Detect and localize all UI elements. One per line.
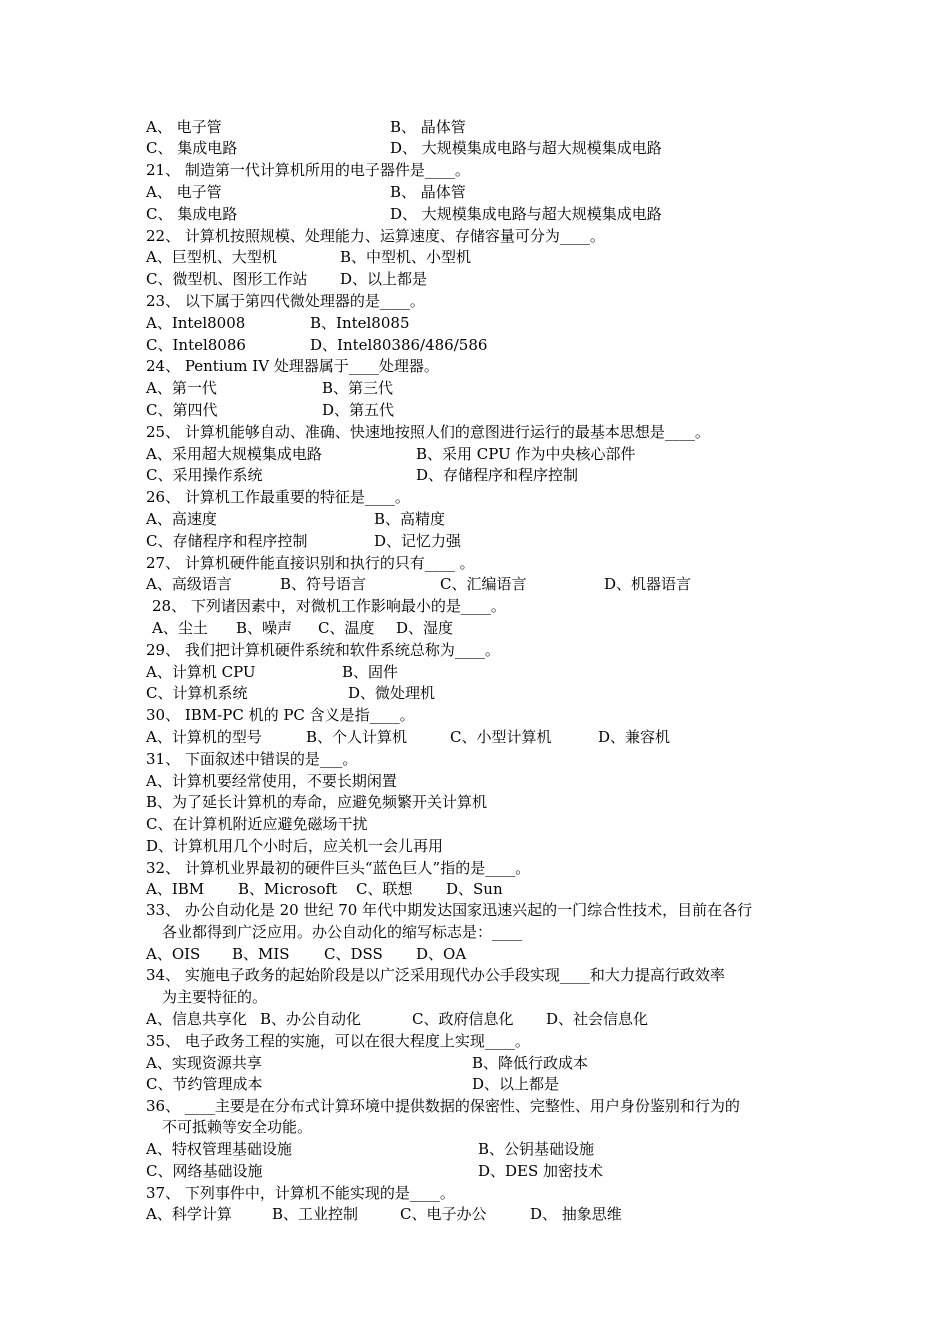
option-text: B、 晶体管 <box>390 118 466 136</box>
text-line <box>146 530 826 552</box>
text-segment: 26、 计算机工作最重要的特征是____。 <box>146 488 410 506</box>
option-text: A、第一代 <box>146 379 217 397</box>
option-text: D、Sun <box>446 880 503 898</box>
option-text: B、中型机、小型机 <box>340 248 472 266</box>
option-text: A、特权管理基础设施 <box>146 1140 292 1158</box>
option-text: C、温度 <box>318 619 375 637</box>
option-text: A、信息共享化 <box>146 1010 247 1028</box>
option-text: D、存储程序和程序控制 <box>416 466 579 484</box>
option-text: A、实现资源共享 <box>146 1054 262 1072</box>
text-line <box>146 921 826 943</box>
text-segment: 为主要特征的。 <box>162 988 268 1006</box>
option-text: C、DSS <box>324 945 383 963</box>
text-line <box>146 986 826 1008</box>
option-text: A、计算机 CPU <box>146 663 256 681</box>
text-line <box>146 726 826 748</box>
option-text: A、 电子管 <box>146 183 222 201</box>
option-text: B、Intel8085 <box>310 314 410 332</box>
text-line <box>146 1008 826 1030</box>
text-line <box>146 399 826 421</box>
option-text: D、第五代 <box>322 401 395 419</box>
option-text: C、节约管理成本 <box>146 1075 263 1093</box>
option-text: D、 大规模集成电路与超大规模集成电路 <box>390 139 662 157</box>
option-text: A、采用超大规模集成电路 <box>146 445 322 463</box>
option-text: B、 晶体管 <box>390 183 466 201</box>
text-segment: 31、 下面叙述中错误的是___。 <box>146 750 358 768</box>
text-line <box>146 661 826 683</box>
text-line <box>146 639 826 661</box>
option-text: C、汇编语言 <box>440 575 527 593</box>
option-text: B、采用 CPU 作为中央核心部件 <box>416 445 636 463</box>
option-text: B、第三代 <box>322 379 394 397</box>
text-segment: 32、 计算机业界最初的硬件巨头“蓝色巨人”指的是____。 <box>146 859 531 877</box>
option-text: A、科学计算 <box>146 1205 232 1223</box>
text-segment: 21、 制造第一代计算机所用的电子器件是____。 <box>146 161 470 179</box>
option-text: D、微处理机 <box>348 684 436 702</box>
text-line <box>146 225 826 247</box>
option-text: D、湿度 <box>396 619 454 637</box>
option-text: D、机器语言 <box>604 575 692 593</box>
text-segment: 34、 实施电子政务的起始阶段是以广泛采用现代办公手段实现____和大力提高行政效率 <box>146 966 725 984</box>
text-line <box>146 835 826 857</box>
text-line <box>146 899 826 921</box>
option-text: B、公钥基础设施 <box>478 1140 595 1158</box>
text-segment: 36、 ____主要是在分布式计算环境中提供数据的保密性、完整性、用户身份鉴别和行为的 <box>146 1097 740 1115</box>
text-segment: 22、 计算机按照规模、处理能力、运算速度、存储容量可分为____。 <box>146 227 605 245</box>
text-line <box>146 268 826 290</box>
option-text: C、网络基础设施 <box>146 1162 263 1180</box>
text-segment: 33、 办公自动化是 20 世纪 70 年代中期发达国家迅速兴起的一门综合性技术，目前在各行 <box>146 901 753 919</box>
text-line <box>146 486 826 508</box>
option-text: C、政府信息化 <box>412 1010 514 1028</box>
text-line <box>146 943 826 965</box>
text-segment: 30、 IBM-PC 机的 PC 含义是指____。 <box>146 706 415 724</box>
text-line <box>146 377 826 399</box>
text-segment: A、计算机要经常使用，不要长期闲置 <box>146 772 397 790</box>
text-segment: 23、 以下属于第四代微处理器的是____。 <box>146 292 425 310</box>
option-text: C、 集成电路 <box>146 139 238 157</box>
text-line <box>146 791 826 813</box>
option-text: D、 抽象思维 <box>530 1205 622 1223</box>
text-line <box>146 1203 826 1225</box>
text-line <box>146 1073 826 1095</box>
option-text: B、工业控制 <box>272 1205 359 1223</box>
text-line <box>146 595 826 617</box>
option-text: A、OIS <box>146 945 201 963</box>
option-text: B、个人计算机 <box>306 728 408 746</box>
text-line <box>146 421 826 443</box>
option-text: C、第四代 <box>146 401 218 419</box>
option-text: D、Intel80386/486/586 <box>310 336 488 354</box>
option-text: A、高速度 <box>146 510 217 528</box>
text-line <box>146 770 826 792</box>
text-line <box>146 290 826 312</box>
option-text: D、记忆力强 <box>374 532 462 550</box>
option-text: C、小型计算机 <box>450 728 552 746</box>
text-segment: 各业都得到广泛应用。办公自动化的缩写标志是：____ <box>162 923 523 941</box>
text-segment: C、在计算机附近应避免磁场干扰 <box>146 815 368 833</box>
text-line <box>146 181 826 203</box>
text-segment: 28、 下列诸因素中，对微机工作影响最小的是____。 <box>152 597 506 615</box>
text-line <box>146 355 826 377</box>
option-text: A、巨型机、大型机 <box>146 248 277 266</box>
text-line <box>146 1095 826 1117</box>
option-text: A、 电子管 <box>146 118 222 136</box>
text-segment: 29、 我们把计算机硬件系统和软件系统总称为____。 <box>146 641 500 659</box>
option-text: D、 大规模集成电路与超大规模集成电路 <box>390 205 662 223</box>
option-text: D、社会信息化 <box>546 1010 649 1028</box>
text-line <box>146 508 826 530</box>
text-segment: 不可抵赖等安全功能。 <box>162 1118 313 1136</box>
option-text: A、计算机的型号 <box>146 728 262 746</box>
option-text: C、微型机、图形工作站 <box>146 270 308 288</box>
option-text: B、MIS <box>232 945 290 963</box>
text-segment: 25、 计算机能够自动、准确、快速地按照人们的意图进行运行的最基本思想是____。 <box>146 423 710 441</box>
text-line <box>146 1182 826 1204</box>
text-line <box>146 159 826 181</box>
option-text: A、IBM <box>146 880 205 898</box>
option-text: B、噪声 <box>236 619 293 637</box>
option-text: D、以上都是 <box>472 1075 560 1093</box>
text-line <box>146 116 826 138</box>
option-text: B、固件 <box>342 663 399 681</box>
option-text: B、符号语言 <box>280 575 367 593</box>
text-line <box>146 312 826 334</box>
text-line <box>146 464 826 486</box>
text-line <box>146 1160 826 1182</box>
text-segment: 24、 Pentium IV 处理器属于____处理器。 <box>146 357 439 375</box>
text-line <box>146 334 826 356</box>
option-text: A、Intel8008 <box>146 314 246 332</box>
text-line <box>146 617 826 639</box>
option-text: A、高级语言 <box>146 575 232 593</box>
text-line <box>146 1030 826 1052</box>
text-segment: 37、 下列事件中，计算机不能实现的是____。 <box>146 1184 455 1202</box>
text-line <box>146 1052 826 1074</box>
option-text: A、尘土 <box>152 619 208 637</box>
text-segment: D、计算机用几个小时后，应关机一会儿再用 <box>146 837 444 855</box>
text-segment: 27、 计算机硬件能直接识别和执行的只有____ 。 <box>146 554 475 572</box>
text-line <box>146 748 826 770</box>
option-text: B、降低行政成本 <box>472 1054 589 1072</box>
text-line <box>146 857 826 879</box>
text-line <box>146 704 826 726</box>
option-text: C、电子办公 <box>400 1205 487 1223</box>
text-line <box>146 813 826 835</box>
text-line <box>146 573 826 595</box>
option-text: C、存储程序和程序控制 <box>146 532 308 550</box>
text-line <box>146 1116 826 1138</box>
option-text: D、OA <box>416 945 467 963</box>
option-text: C、Intel8086 <box>146 336 246 354</box>
text-line <box>146 964 826 986</box>
text-segment: B、为了延长计算机的寿命，应避免频繁开关计算机 <box>146 793 488 811</box>
option-text: C、采用操作系统 <box>146 466 263 484</box>
option-text: D、DES 加密技术 <box>478 1162 604 1180</box>
text-segment: 35、 电子政务工程的实施，可以在很大程度上实现____。 <box>146 1032 530 1050</box>
option-text: C、计算机系统 <box>146 684 248 702</box>
option-text: B、Microsoft <box>238 880 338 898</box>
option-text: C、联想 <box>356 880 413 898</box>
text-line <box>146 682 826 704</box>
option-text: C、 集成电路 <box>146 205 238 223</box>
text-line <box>146 1138 826 1160</box>
option-text: D、兼容机 <box>598 728 671 746</box>
text-line <box>146 137 826 159</box>
text-line <box>146 246 826 268</box>
text-line <box>146 203 826 225</box>
option-text: B、办公自动化 <box>260 1010 362 1028</box>
text-line <box>146 552 826 574</box>
option-text: B、高精度 <box>374 510 446 528</box>
text-line <box>146 443 826 465</box>
text-line <box>146 878 826 900</box>
option-text: D、以上都是 <box>340 270 428 288</box>
